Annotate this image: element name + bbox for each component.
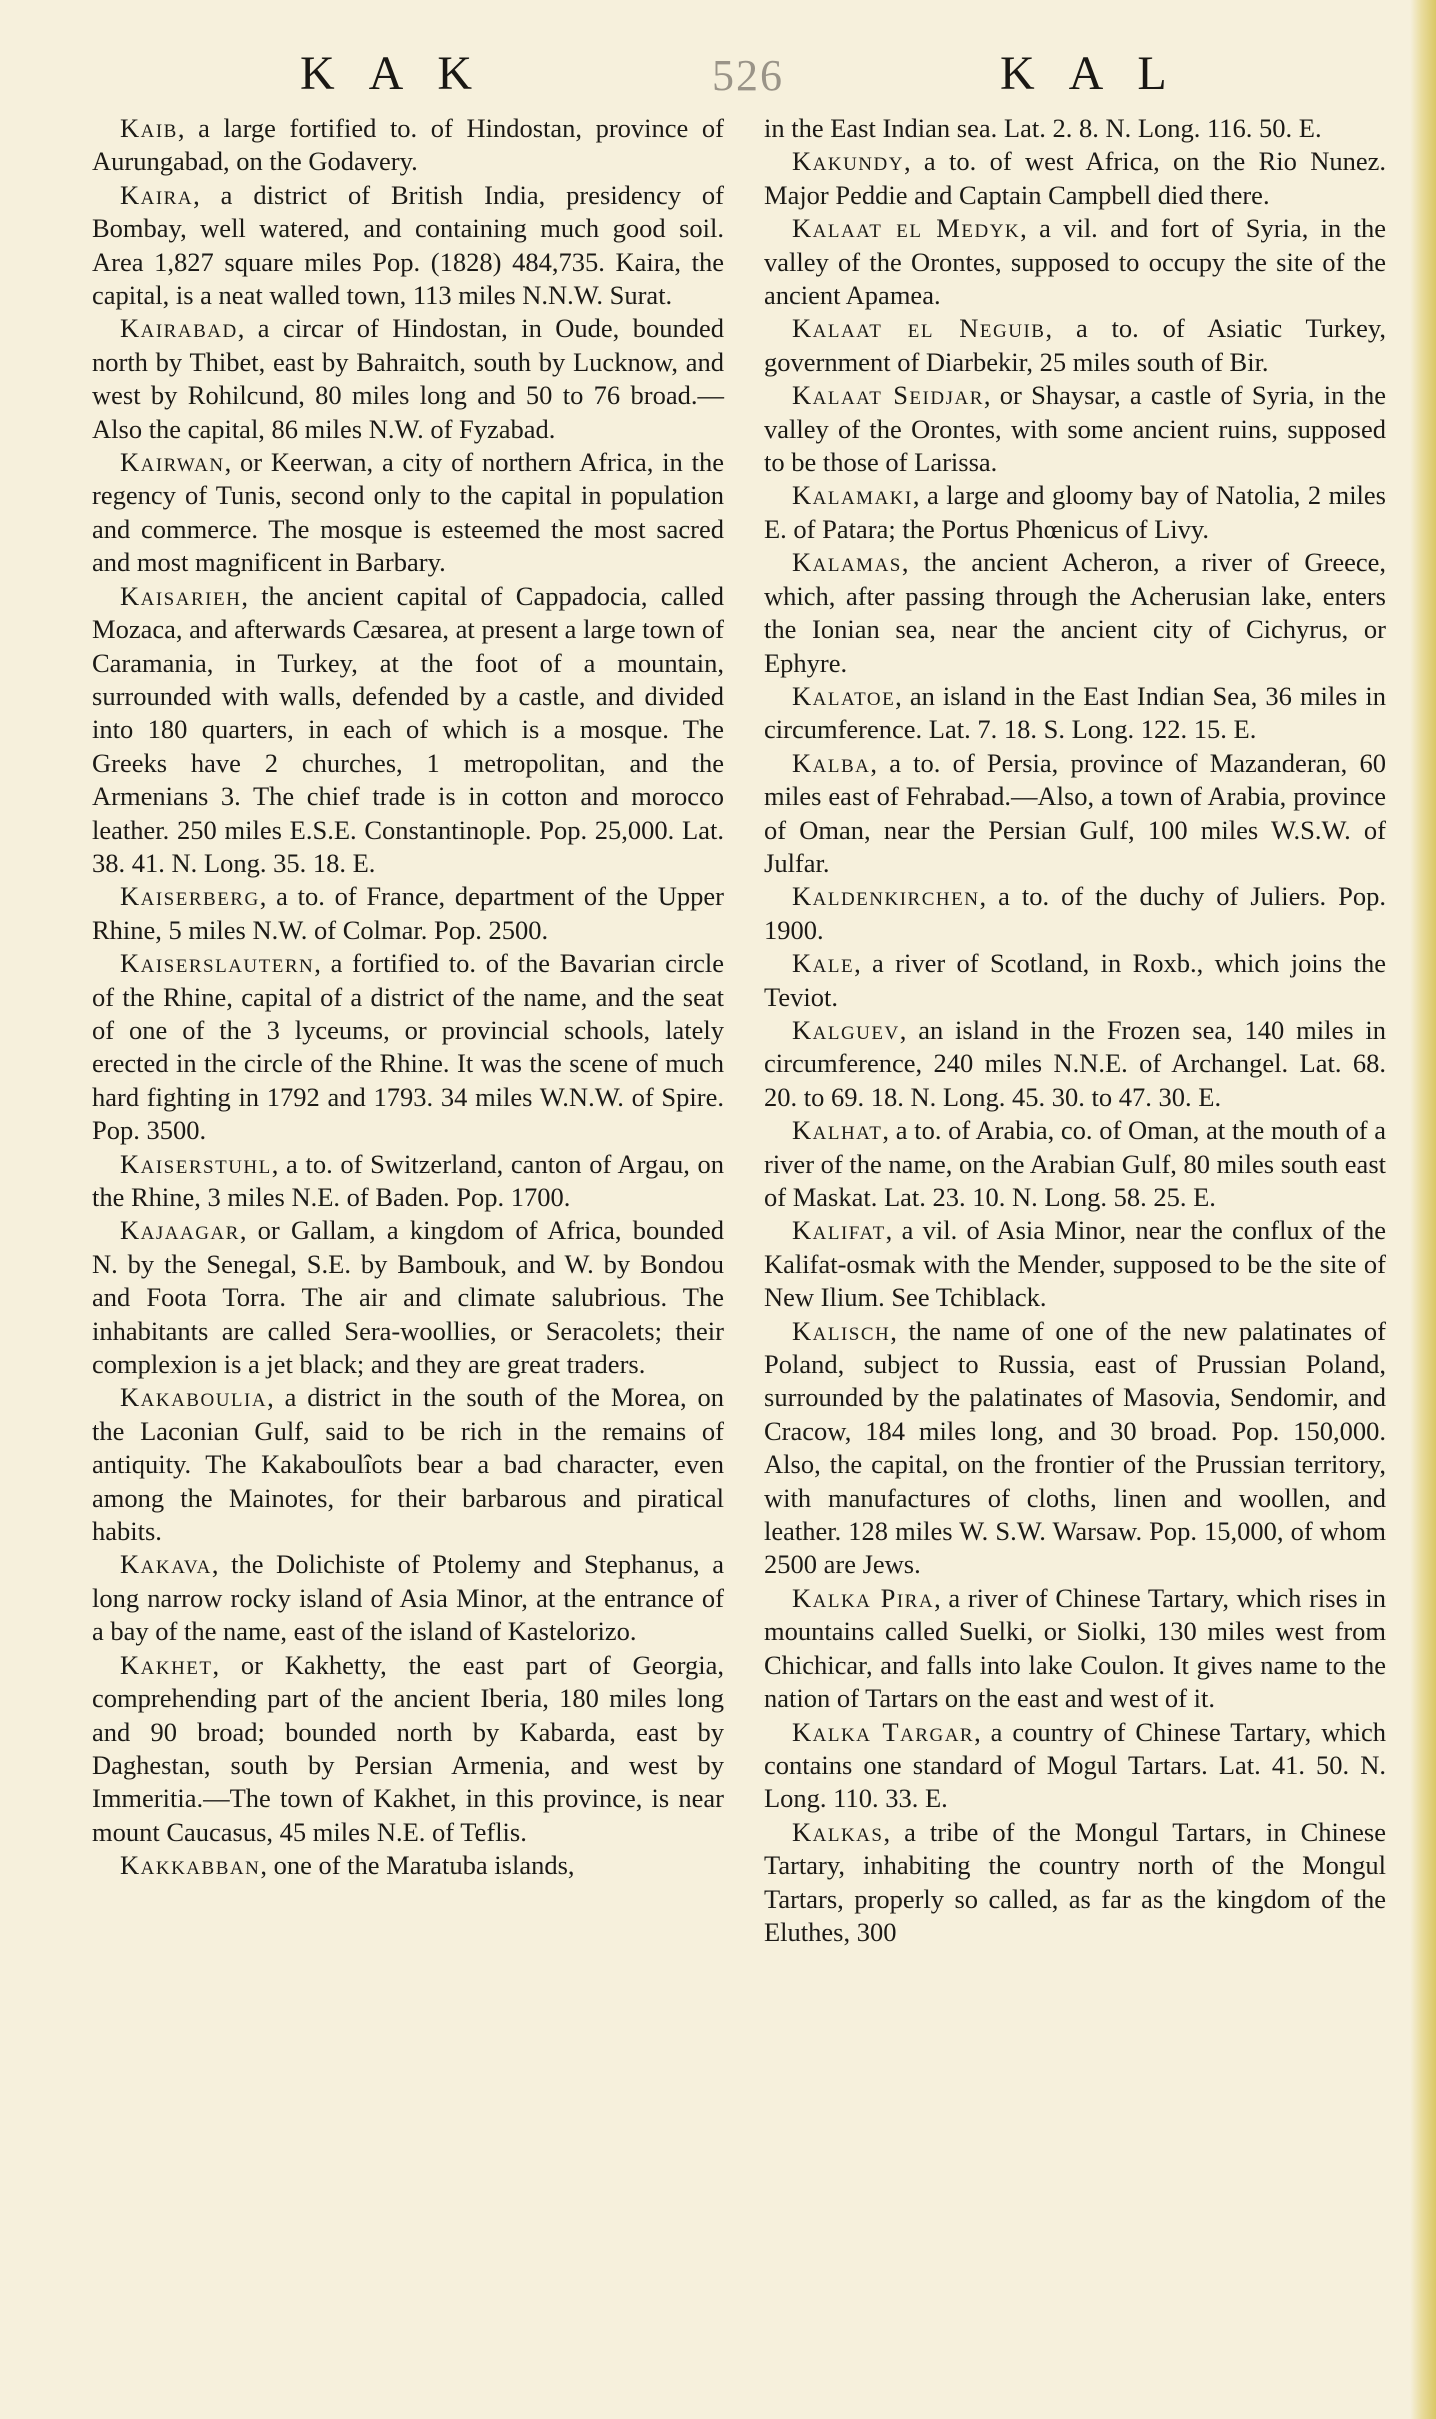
gazetteer-entry <box>764 1114 1386 1214</box>
gazetteer-entry <box>92 1649 724 1849</box>
gazetteer-entry <box>92 580 724 881</box>
entry-text: , a to. of the duchy of Juliers. Pop. 1900. <box>764 881 1386 945</box>
entry-text: , a to. of west Africa, on the Rio Nunez. Major Peddie and Captain Campbell died there. <box>764 146 1386 210</box>
gazetteer-entry <box>92 1148 724 1215</box>
entry-text: , a river of Chinese Tartary, which rises in mountains called Suelki, or Siolki, 130 miles west from Chichicar, and falls into lake Coulon. It gives name to the nation of Tartars on the east and west of it. <box>764 1582 1386 1714</box>
entry-headword: Kalba <box>792 747 871 778</box>
gazetteer-entry <box>764 1582 1386 1716</box>
entry-headword: Kalkas <box>792 1816 884 1847</box>
entry-headword: Kakhet <box>120 1649 213 1680</box>
entry-headword: Kakava <box>120 1549 212 1580</box>
entry-headword: Kairwan <box>120 447 225 478</box>
entry-headword: Kaiserslautern <box>120 948 315 979</box>
entry-text: , a large fortified to. of Hindostan, province of Aurungabad, on the Godavery. <box>92 113 724 177</box>
entry-text: , a vil. of Asia Minor, near the conflux of the Kalifat-osmak with the Mender, supposed to be the site of New Ilium. See Tchiblack. <box>764 1215 1386 1313</box>
entry-text: , a tribe of the Mongul Tartars, in Chinese Tartary, inhabiting the country north of the Mongul Tartars, properly so called, as far as the kingdom of the Eluthes, 300 <box>764 1816 1386 1947</box>
entry-text: , a to. of Arabia, co. of Oman, at the mouth of a river of the name, on the Arabian Gulf, 80 miles south east of Maskat. Lat. 23. 10. N. Long. 58. 25. E. <box>764 1115 1386 1212</box>
gazetteer-entry <box>92 1214 724 1381</box>
entry-text: , a to. of France, department of the Upper Rhine, 5 miles N.W. of Colmar. Pop. 2500. <box>92 881 724 945</box>
page-number: 526 <box>712 51 784 100</box>
gazetteer-entry <box>764 747 1386 881</box>
entry-text: , a district of British India, presidency of Bombay, well watered, and containing much good soil. Area 1,827 square miles Pop. (1828) 484,735. Kaira, the capital, is a neat walled town, 113 miles N.N.W. Surat. <box>92 179 724 311</box>
entry-headword: Kaira <box>120 179 194 210</box>
entry-headword: Kaiserstuhl <box>120 1148 272 1179</box>
right-column <box>764 112 1386 1949</box>
gazetteer-entry <box>764 145 1386 212</box>
entry-headword: Kale <box>792 948 855 979</box>
entry-headword: Kakundy <box>792 146 904 177</box>
entry-headword: Kalatoe <box>792 680 896 711</box>
entry-headword: Kajaagar <box>120 1215 240 1246</box>
entry-headword: Kalaat el Neguib <box>792 313 1046 344</box>
entry-headword: Kakaboulia <box>120 1382 268 1413</box>
gazetteer-entry <box>764 947 1386 1014</box>
entry-text: , the name of one of the new palatinates of Poland, subject to Russia, east of Prussian Poland, surrounded by the palatinates of Masovia, Sendomir, and Cracow, 184 miles long, and 30 broad. Pop. 150,000. Also, the capital, on the frontier of the Prussian territory, with manufactures of cloths, linen and woollen, and leather. 128 miles W. S.W. Warsaw. Pop. 15,000, of whom 2500 are Jews. <box>764 1315 1386 1580</box>
gazetteer-entry <box>764 1014 1386 1114</box>
gazetteer-entry <box>92 947 724 1147</box>
entry-text: , a to. of Asiatic Turkey, government of Diarbekir, 25 miles south of Bir. <box>764 313 1386 377</box>
entry-text: , or Kakhetty, the east part of Georgia, comprehending part of the ancient Iberia, 180 miles long and 90 broad; bounded north by Kabarda, east by Daghestan, south by Persian Armenia, and west by Immeritia.—The town of Kakhet, in this province, is near mount Caucasus, 45 miles N.E. of Teflis. <box>92 1649 724 1847</box>
gazetteer-entry <box>92 1381 724 1548</box>
gazetteer-entry <box>764 479 1386 546</box>
entry-headword: Kaib <box>120 113 178 143</box>
gazetteer-entry <box>92 880 724 947</box>
entry-text: , a river of Scotland, in Roxb., which joins the Teviot. <box>764 948 1386 1012</box>
gazetteer-entry <box>92 112 724 179</box>
entry-headword: Kalisch <box>792 1315 891 1346</box>
entry-headword: Kaiserberg <box>120 881 260 912</box>
left-column <box>92 112 724 1883</box>
entry-headword: Kalguev <box>792 1014 900 1045</box>
entry-headword: Kalka Targar <box>792 1716 975 1747</box>
entry-text: , the Dolichiste of Ptolemy and Stephanus, a long narrow rocky island of Asia Minor, at the entrance of a bay of the name, east of the island of Kastelorizo. <box>92 1549 724 1647</box>
gazetteer-entry <box>764 546 1386 680</box>
entry-text: , an island in the Frozen sea, 140 miles in circumference, 240 miles N.N.E. of Archangel. Lat. 68. 20. to 69. 18. N. Long. 45. 30. to 47. 30. E. <box>764 1014 1386 1112</box>
entry-headword: Kairabad <box>120 313 238 344</box>
gazetteer-entry <box>764 112 1386 145</box>
gazetteer-entry <box>92 179 724 313</box>
gazetteer-entry <box>764 1816 1386 1950</box>
entry-headword: Kalaat Seidjar <box>792 380 984 411</box>
gazetteer-entry <box>92 1548 724 1648</box>
gazetteer-entry <box>764 212 1386 312</box>
gazetteer-entry <box>92 446 724 580</box>
entry-text: , the ancient capital of Cappadocia, called Mozaca, and afterwards Cæsarea, at present a large town of Caramania, in Turkey, at the foot of a mountain, surrounded with walls, defended by a castle, and divided into 180 quarters, in each of which is a mosque. The Greeks have 2 churches, 1 metropolitan, and the Armenians 3. The chief trade is in cotton and morocco leather. 250 miles E.S.E. Constantinople. Pop. 25,000. Lat. 38. 41. N. Long. 35. 18. E. <box>92 580 724 878</box>
entry-text: , an island in the East Indian Sea, 36 miles in circumference. Lat. 7. 18. S. Long. 122. 15. E. <box>764 680 1386 745</box>
gazetteer-entry <box>92 312 724 446</box>
entry-text: , a circar of Hindostan, in Oude, bounded north by Thibet, east by Bahraitch, south by Lucknow, and west by Rohilcund, 80 miles long and 50 to 76 broad.—Also the capital, 86 miles N.W. of Fyzabad. <box>92 313 724 444</box>
gazetteer-entry <box>764 680 1386 747</box>
entry-headword: Kalifat <box>792 1215 886 1246</box>
entry-text: , a district in the south of the Morea, on the Laconian Gulf, said to be rich in the remains of antiquity. The Kakaboulîots bear a bad character, even among the Mainotes, for their barbarous and piratical habits. <box>92 1382 724 1547</box>
entry-text: , or Keerwan, a city of northern Africa, in the regency of Tunis, second only to the capital in population and commerce. The mosque is esteemed the most sacred and most magnificent in Barbary. <box>92 447 724 578</box>
gazetteer-entry <box>764 1315 1386 1582</box>
page-header <box>0 46 1436 106</box>
header-right-guideword: KAL <box>1000 47 1201 100</box>
gazetteer-entry <box>92 1849 724 1882</box>
entry-headword: Kaisarieh <box>120 580 242 611</box>
page-edge <box>1410 0 1436 2419</box>
entry-text: , a country of Chinese Tartary, which contains one standard of Mogul Tartars. Lat. 41. 50. N. Long. 110. 33. E. <box>764 1716 1386 1814</box>
entry-text: , or Shaysar, a castle of Syria, in the valley of the Orontes, with some ancient ruins, supposed to be those of Larissa. <box>764 380 1386 478</box>
entry-headword: Kalka Pira <box>792 1582 935 1613</box>
entry-headword: Kakkabban <box>120 1850 261 1881</box>
entry-text: in the East Indian sea. Lat. 2. 8. N. Long. 116. 50. E. <box>764 113 1322 143</box>
entry-text: , a fortified to. of the Bavarian circle of the Rhine, capital of a district of the name, and the seat of one of the 3 lyceums, or provincial schools, lately erected in the circle of the Rhine. It was the scene of much hard fighting in 1792 and 1793. 34 miles W.N.W. of Spire. Pop. 3500. <box>92 948 724 1146</box>
entry-headword: Kaldenkirchen <box>792 881 980 912</box>
gazetteer-entry <box>764 1214 1386 1314</box>
entry-text: , a large and gloomy bay of Natolia, 2 miles E. of Patara; the Portus Phœnicus of Livy. <box>764 480 1386 544</box>
gazetteer-entry <box>764 312 1386 379</box>
entry-headword: Kalamaki <box>792 480 913 511</box>
entry-text: , the ancient Acheron, a river of Greece, which, after passing through the Acherusian lake, enters the Ionian sea, near the ancient city of Cichyrus, or Ephyre. <box>764 547 1386 678</box>
entry-text: , one of the Maratuba islands, <box>260 1850 575 1881</box>
entry-text: , a to. of Switzerland, canton of Argau, on the Rhine, 3 miles N.E. of Baden. Pop. 1700. <box>92 1148 724 1212</box>
entry-text: , a to. of Persia, province of Mazanderan, 60 miles east of Fehrabad.—Also, a town of Arabia, province of Oman, near the Persian Gulf, 100 miles W.S.W. of Julfar. <box>764 747 1386 878</box>
gazetteer-entry <box>764 379 1386 479</box>
gazetteer-entry <box>764 880 1386 947</box>
header-left-guideword: KAK <box>300 47 506 100</box>
entry-headword: Kalamas <box>792 547 902 578</box>
gazetteer-entry <box>764 1716 1386 1816</box>
entry-headword: Kalaat el Medyk <box>792 213 1021 244</box>
entry-text: , or Gallam, a kingdom of Africa, bounded N. by the Senegal, S.E. by Bambouk, and W. by Bondou and Foota Torra. The air and climate salubrious. The inhabitants are called Sera-woollies, or Seracolets; their complexion is a jet black; and they are great traders. <box>92 1215 724 1380</box>
entry-headword: Kalhat <box>792 1115 883 1146</box>
entry-text: , a vil. and fort of Syria, in the valley of the Orontes, supposed to occupy the site of the ancient Apamea. <box>764 213 1387 311</box>
